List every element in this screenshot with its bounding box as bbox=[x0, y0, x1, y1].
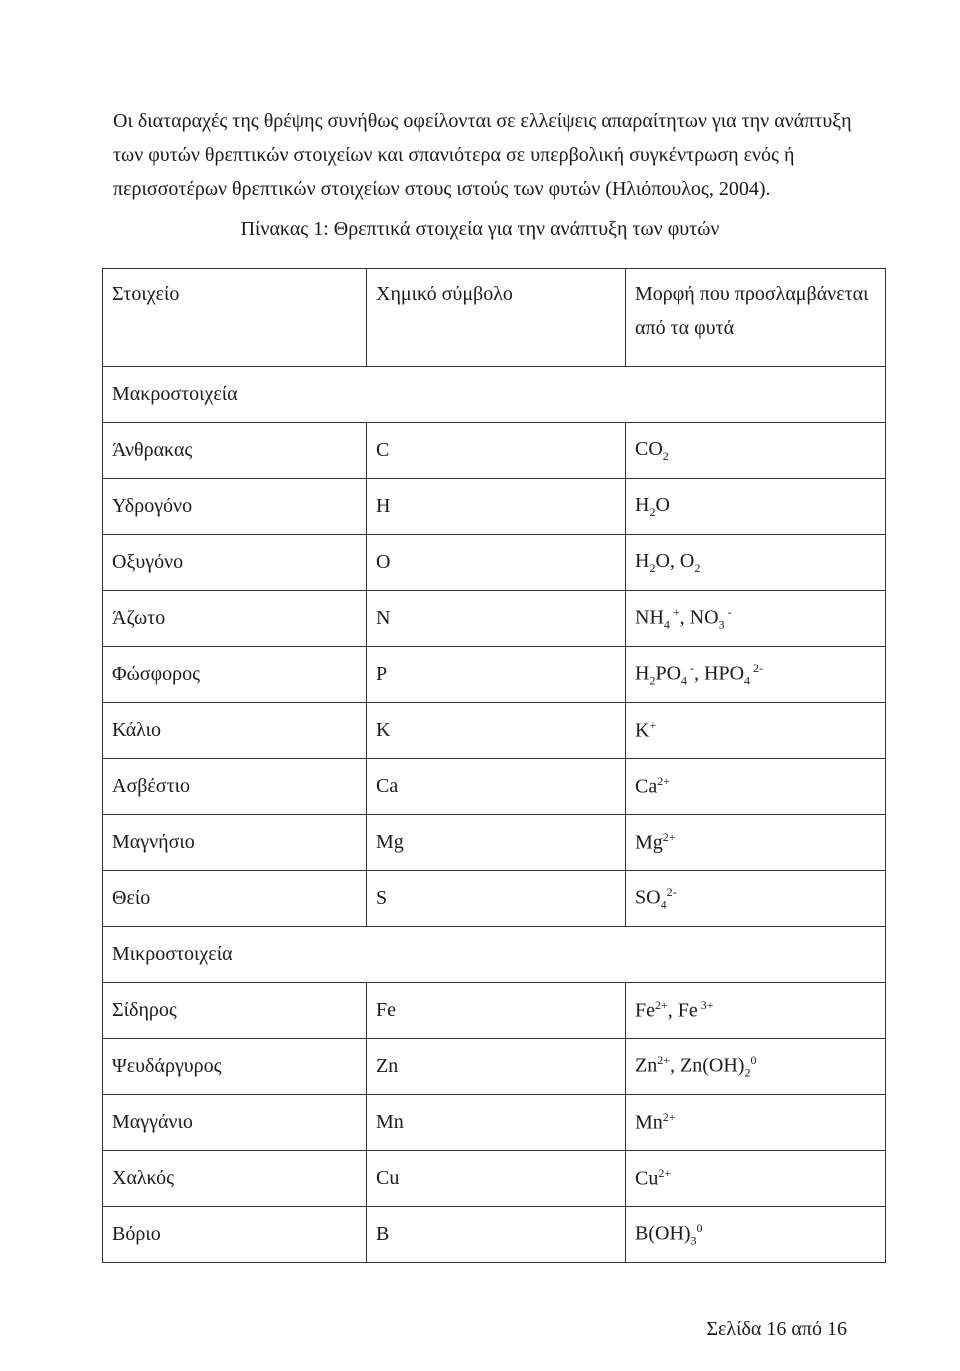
cell-form: $H_2PO_4$ -, $HPO_4$ $^{2-}$ bbox=[626, 647, 886, 703]
table-row bbox=[103, 479, 886, 535]
cell-form: $Ca^{2+}$ bbox=[626, 759, 886, 815]
table-row bbox=[103, 759, 886, 815]
cell-symbol: N bbox=[367, 591, 626, 647]
cell-element: Κάλιο bbox=[103, 703, 367, 759]
cell-element: Οξυγόνο bbox=[103, 535, 367, 591]
table-row bbox=[103, 1039, 886, 1095]
cell-symbol: P bbox=[367, 647, 626, 703]
table-row bbox=[103, 535, 886, 591]
cell-element: Χαλκός bbox=[103, 1151, 367, 1207]
table-row bbox=[103, 983, 886, 1039]
cell-element: Θείο bbox=[103, 871, 367, 927]
cell-form: $Mg^{2+}$ bbox=[626, 815, 886, 871]
table-row bbox=[103, 703, 886, 759]
cell-symbol: Fe bbox=[367, 983, 626, 1039]
micro-group-row bbox=[103, 927, 886, 983]
micro-group-label: Μικροστοιχεία bbox=[103, 927, 886, 983]
cell-form: $NH_4$ +, $NO_3$ - bbox=[626, 591, 886, 647]
cell-symbol: Mg bbox=[367, 815, 626, 871]
cell-element: Μαγγάνιο bbox=[103, 1095, 367, 1151]
cell-symbol: Zn bbox=[367, 1039, 626, 1095]
table-row bbox=[103, 815, 886, 871]
nutrients-table bbox=[102, 268, 886, 1263]
header-symbol: Χημικό σύμβολο bbox=[367, 269, 626, 367]
cell-element: Φώσφορος bbox=[103, 647, 367, 703]
cell-form: K+ bbox=[626, 703, 886, 759]
table-row bbox=[103, 1095, 886, 1151]
cell-form: $H_2O$ bbox=[626, 479, 886, 535]
cell-element: Ψευδάργυρος bbox=[103, 1039, 367, 1095]
cell-symbol: K bbox=[367, 703, 626, 759]
table-row bbox=[103, 423, 886, 479]
cell-form: $Mn^{2+}$ bbox=[626, 1095, 886, 1151]
table-row bbox=[103, 591, 886, 647]
table-row bbox=[103, 647, 886, 703]
cell-symbol: O bbox=[367, 535, 626, 591]
cell-element: Άζωτο bbox=[103, 591, 367, 647]
cell-element: Υδρογόνο bbox=[103, 479, 367, 535]
table-row bbox=[103, 1151, 886, 1207]
header-element: Στοιχείο bbox=[103, 269, 367, 367]
cell-element: Μαγνήσιο bbox=[103, 815, 367, 871]
table-row bbox=[103, 871, 886, 927]
macro-group-label: Μακροστοιχεία bbox=[103, 367, 886, 423]
cell-symbol: Ca bbox=[367, 759, 626, 815]
cell-form: $CO_2$ bbox=[626, 423, 886, 479]
table-caption: Πίνακας 1: Θρεπτικά στοιχεία για την ανάπτυξη των φυτών bbox=[240, 218, 720, 240]
cell-form: $Cu^{2+}$ bbox=[626, 1151, 886, 1207]
table-row bbox=[103, 1207, 886, 1263]
cell-form: $Zn^{2+}$, $Zn(OH)_2^0$ bbox=[626, 1039, 886, 1095]
page-number: Σελίδα 16 από 16 bbox=[706, 1318, 847, 1340]
cell-symbol: S bbox=[367, 871, 626, 927]
cell-form: $SO_4^{2-}$ bbox=[626, 871, 886, 927]
table-header-row bbox=[103, 269, 886, 367]
cell-form: $B(OH)_3^0$ bbox=[626, 1207, 886, 1263]
header-form: Μορφή που προσλαμβάνεται από τα φυτά bbox=[626, 269, 886, 367]
intro-paragraph: Οι διαταραχές της θρέψης συνήθως οφείλονται σε ελλείψεις απαραίτητων για την ανάπτυξη των φυτών θρεπτικών στοιχείων και σπανιότερα σε υπερβολική συγκέντρωση ενός ή περισσοτέρων θρεπτικών στοιχείων στους ιστούς των φυτών (Ηλιόπουλος, 2004). bbox=[113, 110, 852, 200]
cell-symbol: C bbox=[367, 423, 626, 479]
cell-symbol: H bbox=[367, 479, 626, 535]
cell-element: Σίδηρος bbox=[103, 983, 367, 1039]
cell-element: Βόριο bbox=[103, 1207, 367, 1263]
cell-form: $H_2O$, $O_2$ bbox=[626, 535, 886, 591]
cell-element: Ασβέστιο bbox=[103, 759, 367, 815]
cell-symbol: Mn bbox=[367, 1095, 626, 1151]
macro-group-row bbox=[103, 367, 886, 423]
cell-symbol: Cu bbox=[367, 1151, 626, 1207]
cell-element: Άνθρακας bbox=[103, 423, 367, 479]
cell-symbol: B bbox=[367, 1207, 626, 1263]
cell-form: $Fe^{2+}$, Fe $^{3+}$ bbox=[626, 983, 886, 1039]
